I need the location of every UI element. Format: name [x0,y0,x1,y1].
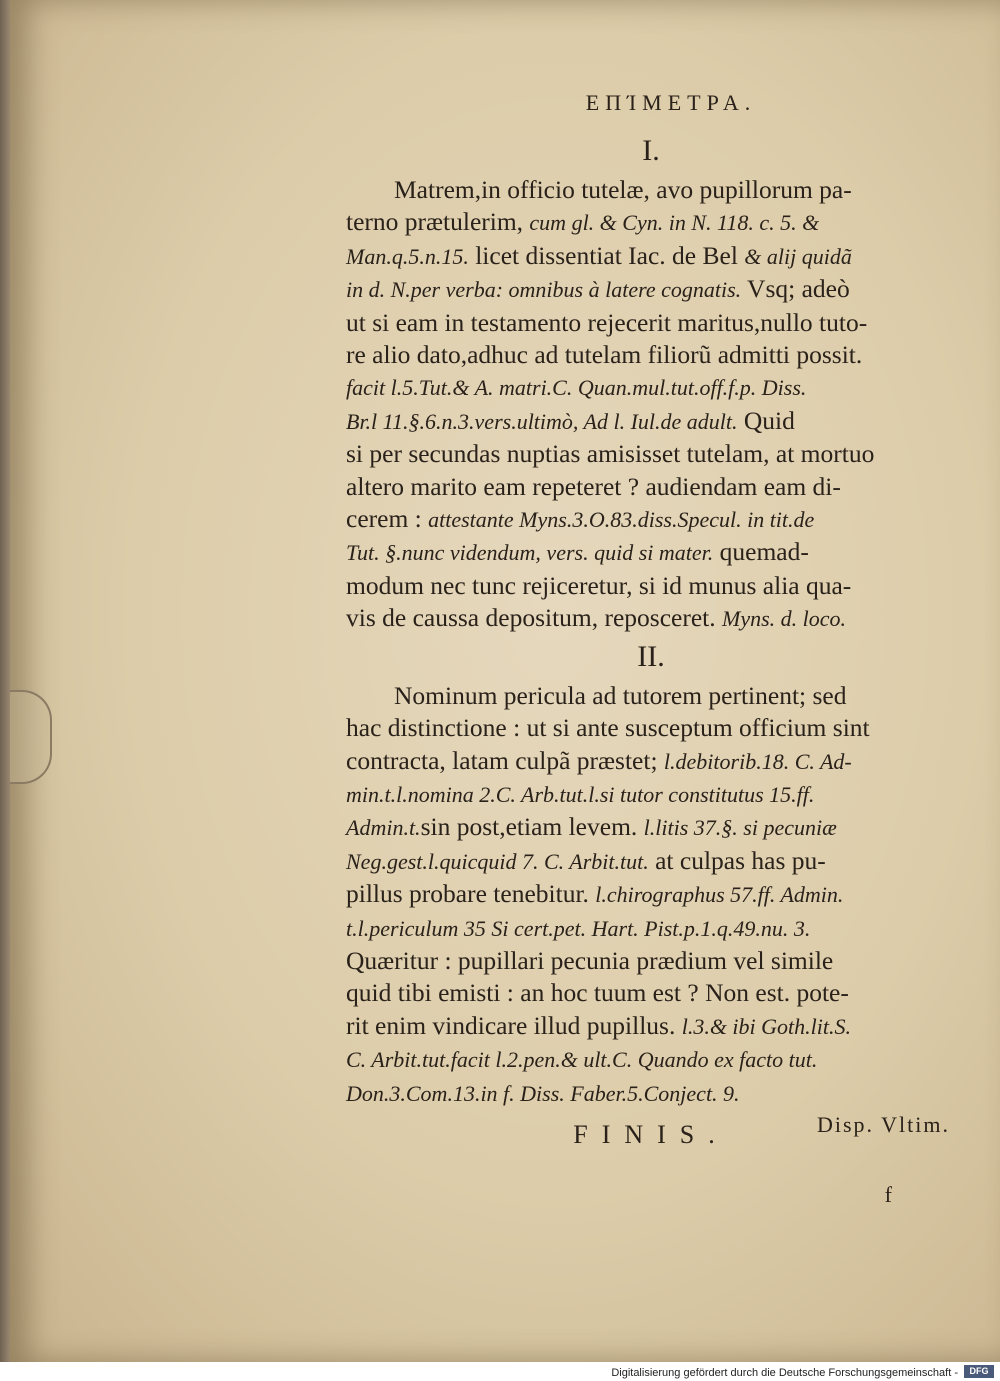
running-head: ΕΠΊΜΕΤΡΑ. [585,90,757,115]
text-line [346,371,956,404]
legal-citation: in d. N.per verba: omnibus à latere cognatis. [346,277,742,303]
section-number-2: II. [637,639,665,673]
text-line [346,536,956,569]
body-text: pillus probare tenebitur. [346,879,596,909]
legal-citation: Myns. d. loco. [722,606,847,632]
legal-citation: Neg.gest.l.quicquid 7. C. Arbit.tut. [346,848,649,874]
body-text: Quæritur : pupillari pecunia prædium vel simile [346,945,834,975]
text-line [346,174,956,206]
legal-citation: Br.l 11.§.6.n.3.vers.ultimò, Ad l. Iul.de adult. [346,408,738,434]
page-fold-mark [10,690,52,784]
section-number-1: I. [642,134,660,167]
legal-citation: & alij quidã [744,243,852,269]
body-text: contracta, latam culpã præstet; [346,745,664,775]
footer-credit: Digitalisierung gefördert durch die Deutsche Forschungsgemeinschaft - [611,1367,958,1379]
text-line [346,503,956,536]
body-text: Quid [737,405,795,435]
body-text: terno prætulerim, [346,207,530,237]
legal-citation: Admin.t. [346,815,421,841]
text-line [346,878,956,911]
text-line [346,912,956,945]
text-line [346,977,956,1009]
legal-citation: l.debitorib.18. C. Ad- [663,748,852,774]
legal-citation: Don.3.Com.13.in f. Diss. Faber.5.Conject. 9. [346,1080,740,1106]
legal-citation: t.l.periculum 35 Si cert.pet. Hart. Pist.p.1.q.49.nu. 3. [346,915,811,941]
text-line [346,845,956,878]
paragraph-2 [346,680,956,1110]
body-text: licet dissentiat Iac. de Bel [468,240,745,270]
body-text: at culpas has pu- [648,845,826,875]
text-line [346,307,956,339]
body-text: hac distinctione : ut si ante susceptum officium sint [346,713,870,743]
text-line [346,778,956,811]
body-text: quemad- [713,537,809,567]
finis-heading: FINIS. [573,1119,729,1149]
text-line [346,471,956,503]
signature-mark: f [884,1182,892,1207]
body-text: rit enim vindicare illud pupillus. [346,1010,682,1040]
dfg-logo-icon: DFG [964,1365,994,1378]
legal-citation: attestante Myns.3.O.83.diss.Specul. in tit.de [428,507,815,533]
legal-citation: Man.q.5.n.15. [346,243,469,269]
legal-citation: l.3.& ibi Goth.lit.S. [681,1013,851,1039]
body-text: ut si eam in testamento rejecerit maritus,nullo tuto- [346,307,868,337]
body-text: si per secundas nuptias amisisset tutelam, at mortuo [346,439,875,469]
text-line [346,1043,956,1076]
legal-citation: l.litis 37.§. si pecuniæ [643,815,837,841]
text-line [346,811,956,844]
body-text: altero marito eam repeteret ? audiendam eam di- [346,471,841,501]
legal-citation: C. Arbit.tut.facit l.2.pen.& ult.C. Quando ex facto tut. [346,1047,818,1073]
text-line [346,602,956,635]
body-text: sin post,etiam levem. [420,812,644,842]
text-line [346,680,956,712]
legal-citation: l.chirographus 57.ff. Admin. [595,882,844,908]
text-line [346,745,956,778]
body-text: Nominum pericula ad tutorem pertinent; sed [394,680,847,710]
text-line [346,1010,956,1043]
text-line [346,206,956,239]
paragraph-1 [346,174,956,636]
text-line [346,570,956,602]
text-line [346,712,956,744]
legal-citation: Tut. §.nunc videndum, vers. quid si mater. [346,540,714,566]
text-line [346,339,956,371]
text-line [346,405,956,438]
text-line [346,945,956,977]
body-text: re alio dato,adhuc ad tutelam filiorũ admitti possit. [346,340,863,370]
body-text: Vsq; adeò [741,274,850,304]
text-line [346,1077,956,1110]
body-text: modum nec tunc rejiceretur, si id munus alia qua- [346,570,852,600]
body-text: vis de caussa depositum, reposceret. [346,603,723,633]
body-text: cerem : [346,504,429,534]
text-line [346,240,956,273]
body-text: quid tibi emisti : an hoc tuum est ? Non est. pote- [346,978,849,1008]
legal-citation: facit l.5.Tut.& A. matri.C. Quan.mul.tut.off.f.p. Diss. [346,375,807,401]
footer-bar [0,1362,1000,1381]
legal-citation: min.t.l.nomina 2.C. Arb.tut.l.si tutor constitutus 15.ff. [346,781,815,807]
text-line [346,273,956,306]
text-line [346,438,956,470]
catchword: Disp. Vltim. [816,1112,950,1137]
page-content [346,90,956,1150]
legal-citation: cum gl. & Cyn. in N. 118. c. 5. & [529,210,820,236]
body-text: Matrem,in officio tutelæ, avo pupillorum pa- [394,175,852,204]
